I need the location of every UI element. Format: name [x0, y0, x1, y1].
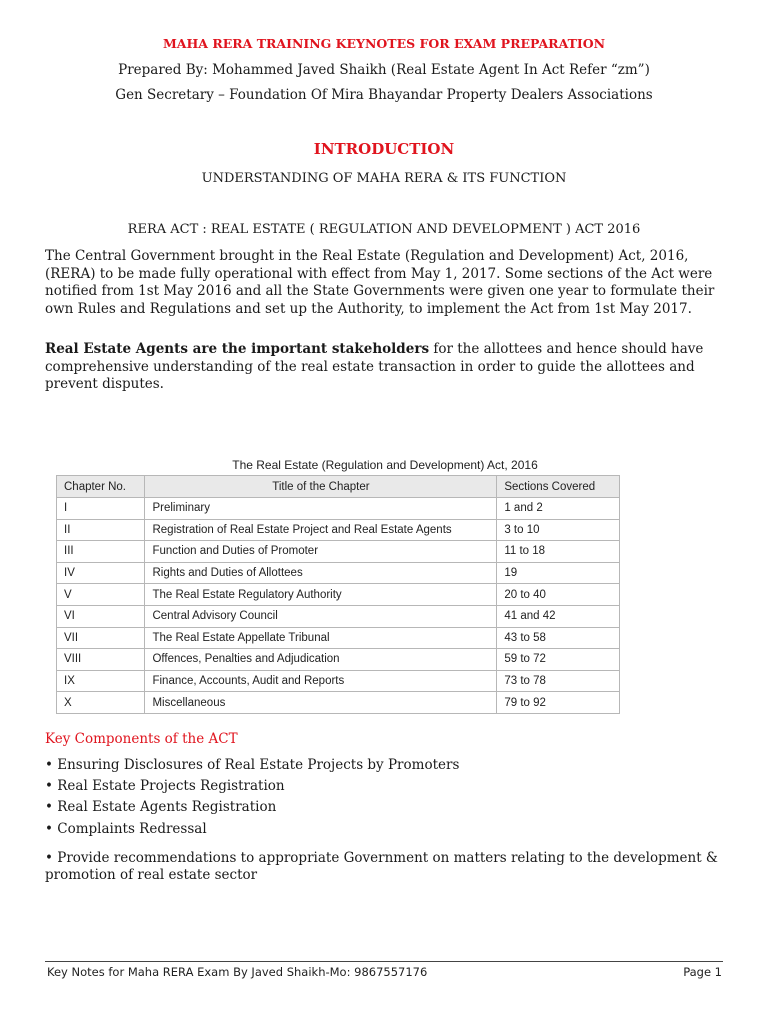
chapter-title-cell: Offences, Penalties and Adjudication: [145, 649, 497, 671]
list-item: • Provide recommendations to appropriate Government on matters relating to the development & promotion of real estate sector: [45, 850, 718, 883]
section-heading-introduction: INTRODUCTION: [313, 140, 455, 158]
chapter-no-cell: VIII: [57, 649, 145, 671]
chapter-title-cell: Central Advisory Council: [145, 605, 497, 627]
chapter-no-cell: VII: [57, 627, 145, 649]
chapter-no-cell: IX: [57, 670, 145, 692]
column-header-title: Title of the Chapter: [145, 476, 497, 498]
table-caption: The Real Estate (Regulation and Development) Act, 2016: [232, 458, 538, 472]
chapter-title-cell: The Real Estate Regulatory Authority: [145, 584, 497, 606]
chapter-title-cell: Miscellaneous: [145, 692, 497, 714]
chapter-title-cell: Function and Duties of Promoter: [145, 541, 497, 563]
sections-cell: 43 to 58: [497, 627, 620, 649]
list-item: • Ensuring Disclosures of Real Estate Projects by Promoters: [45, 757, 460, 773]
chapter-no-cell: X: [57, 692, 145, 714]
chapter-title-cell: Rights and Duties of Allottees: [145, 562, 497, 584]
section-subheading: UNDERSTANDING OF MAHA RERA & ITS FUNCTION: [201, 171, 567, 186]
table-row: [57, 519, 620, 541]
chapter-no-cell: VI: [57, 605, 145, 627]
column-header-sections: Sections Covered: [497, 476, 620, 498]
chapters-table-wrapper: [56, 475, 620, 714]
prepared-by-line: Prepared By: Mohammed Javed Shaikh (Real Estate Agent In Act Refer “zm”): [118, 62, 650, 78]
table-row: [57, 498, 620, 520]
chapter-no-cell: V: [57, 584, 145, 606]
column-header-chapter-no: Chapter No.: [57, 476, 145, 498]
footer-text: Key Notes for Maha RERA Exam By Javed Shaikh-Mo: 9867557176: [47, 965, 428, 979]
list-item: • Complaints Redressal: [45, 821, 207, 837]
chapter-no-cell: I: [57, 498, 145, 520]
intro-paragraph: The Central Government brought in the Real Estate (Regulation and Development) Act, 2016, (RERA) to be made fully operational with effect from May 1, 2017. Some sections of the Act were notified from 1st May 2016 and all the State Governments were given one year to formulate their own Rules and Regulations and set up the Authority, to implement the Act from 1st May 2017.: [45, 248, 715, 317]
page-number: Page 1: [683, 965, 722, 979]
stakeholders-paragraph: [45, 341, 725, 394]
sections-cell: 79 to 92: [497, 692, 620, 714]
sections-cell: 73 to 78: [497, 670, 620, 692]
document-title: MAHA RERA TRAINING KEYNOTES FOR EXAM PREPARATION: [162, 36, 606, 51]
gen-secretary-line: Gen Secretary – Foundation Of Mira Bhayandar Property Dealers Associations: [115, 87, 653, 103]
sections-cell: 41 and 42: [497, 605, 620, 627]
footer-divider: [45, 961, 723, 962]
sections-cell: 11 to 18: [497, 541, 620, 563]
chapters-table: [56, 475, 620, 714]
chapter-title-cell: The Real Estate Appellate Tribunal: [145, 627, 497, 649]
table-header-row: [57, 476, 620, 498]
table-row: [57, 605, 620, 627]
sections-cell: 20 to 40: [497, 584, 620, 606]
table-row: [57, 562, 620, 584]
stakeholders-bold-text: Real Estate Agents are the important stakeholders: [45, 341, 430, 357]
table-row: [57, 670, 620, 692]
table-row: [57, 692, 620, 714]
act-title: RERA ACT : REAL ESTATE ( REGULATION AND DEVELOPMENT ) ACT 2016: [127, 222, 641, 237]
chapter-title-cell: Preliminary: [145, 498, 497, 520]
chapter-no-cell: IV: [57, 562, 145, 584]
key-components-heading: Key Components of the ACT: [45, 731, 238, 747]
chapter-no-cell: II: [57, 519, 145, 541]
sections-cell: 59 to 72: [497, 649, 620, 671]
table-row: [57, 541, 620, 563]
chapter-title-cell: Registration of Real Estate Project and Real Estate Agents: [145, 519, 497, 541]
sections-cell: 19: [497, 562, 620, 584]
chapter-no-cell: III: [57, 541, 145, 563]
table-row: [57, 584, 620, 606]
sections-cell: 1 and 2: [497, 498, 620, 520]
list-item: • Real Estate Agents Registration: [45, 799, 277, 815]
stakeholders-rest-text: for the allottees and hence should have comprehensive understanding of the real estate transaction in order to guide the allottees and prevent disputes.: [45, 341, 704, 392]
list-item: • Real Estate Projects Registration: [45, 778, 285, 794]
table-row: [57, 627, 620, 649]
sections-cell: 3 to 10: [497, 519, 620, 541]
chapter-title-cell: Finance, Accounts, Audit and Reports: [145, 670, 497, 692]
table-row: [57, 649, 620, 671]
